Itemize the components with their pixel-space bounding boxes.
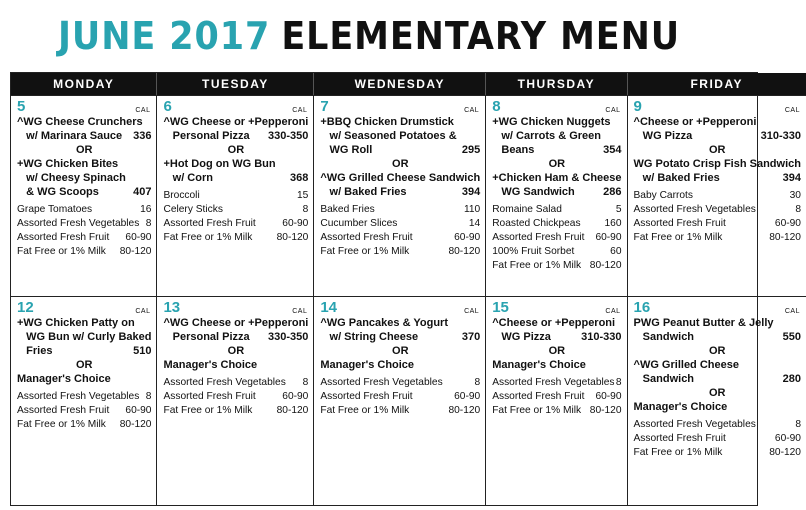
side-name: Fat Free or 1% Milk bbox=[17, 418, 106, 430]
or-separator: OR bbox=[392, 345, 409, 357]
entree-text: +WG Chicken Nuggets bbox=[492, 116, 611, 128]
side-items bbox=[634, 418, 801, 460]
entree-calories: 310-330 bbox=[581, 331, 622, 343]
managers-choice: Manager's Choice bbox=[492, 359, 586, 371]
entree-item bbox=[320, 171, 480, 199]
cal-label: CAL bbox=[605, 107, 621, 114]
side-name: 100% Fruit Sorbet bbox=[492, 245, 575, 257]
date-number: 8 bbox=[492, 98, 501, 115]
entree-calories: 286 bbox=[603, 186, 622, 198]
date-number: 15 bbox=[492, 299, 509, 316]
cal-label: CAL bbox=[605, 308, 621, 315]
side-name: Assorted Fresh Vegetables bbox=[492, 377, 615, 388]
side-calories: 14 bbox=[468, 217, 481, 229]
side-item bbox=[163, 203, 308, 217]
side-name: Fat Free or 1% Milk bbox=[492, 404, 582, 416]
side-item bbox=[320, 404, 480, 418]
side-calories: 8 bbox=[302, 377, 309, 388]
entree-line bbox=[17, 330, 151, 344]
side-item bbox=[17, 231, 151, 245]
entree-calories: 370 bbox=[461, 331, 481, 343]
side-name: Assorted Fresh Fruit bbox=[633, 432, 726, 444]
or-separator: OR bbox=[75, 144, 93, 156]
side-item bbox=[492, 390, 621, 404]
day-cell bbox=[156, 95, 313, 296]
managers-choice: Manager's Choice bbox=[163, 359, 258, 371]
cal-label: CAL bbox=[784, 107, 800, 114]
day-cell bbox=[627, 296, 806, 505]
entree-line bbox=[163, 171, 308, 185]
day-header: FRIDAY bbox=[627, 73, 806, 95]
side-calories: 8 bbox=[145, 217, 152, 229]
entree-text: +Chicken Ham & Cheese bbox=[492, 172, 622, 184]
entree-line bbox=[634, 115, 801, 129]
side-item bbox=[492, 404, 621, 418]
entree-line bbox=[320, 171, 480, 185]
entree-text: +Hot Dog on WG Bun bbox=[163, 158, 276, 170]
or-separator: OR bbox=[709, 387, 726, 399]
entree-calories: 394 bbox=[461, 186, 481, 198]
side-calories: 60-90 bbox=[282, 217, 309, 229]
side-calories: 80-120 bbox=[276, 404, 309, 416]
side-name: Assorted Fresh Fruit bbox=[163, 217, 256, 229]
date-number: 7 bbox=[320, 98, 329, 115]
side-item bbox=[320, 245, 480, 259]
side-item bbox=[492, 376, 621, 390]
entree-line bbox=[320, 143, 480, 157]
entree-text: +WG Chicken Patty on bbox=[17, 317, 135, 329]
managers-choice: Manager's Choice bbox=[633, 401, 728, 413]
side-name: Roasted Chickpeas bbox=[492, 217, 581, 229]
side-calories: 80-120 bbox=[119, 245, 152, 257]
side-item bbox=[320, 217, 480, 231]
entree-text: w/ Seasoned Potatoes & bbox=[320, 130, 457, 142]
side-calories: 8 bbox=[615, 377, 622, 388]
side-item bbox=[320, 231, 480, 245]
or-separator: OR bbox=[548, 345, 566, 357]
side-items bbox=[492, 376, 621, 418]
cal-label: CAL bbox=[464, 308, 480, 315]
date-number: 6 bbox=[163, 98, 172, 115]
side-name: Assorted Fresh Vegetables bbox=[633, 203, 756, 215]
side-name: Broccoli bbox=[163, 190, 200, 201]
side-name: Romaine Salad bbox=[492, 204, 562, 215]
side-item bbox=[492, 203, 621, 217]
entree-text: +BBQ Chicken Drumstick bbox=[320, 116, 454, 128]
side-name: Fat Free or 1% Milk bbox=[492, 259, 582, 271]
side-calories: 8 bbox=[795, 203, 801, 215]
side-calories: 8 bbox=[795, 419, 801, 430]
date-number: 13 bbox=[163, 299, 181, 316]
side-item bbox=[163, 189, 308, 203]
side-item bbox=[163, 404, 308, 418]
entree-line bbox=[320, 185, 480, 199]
side-items bbox=[634, 189, 801, 245]
entree-line bbox=[17, 115, 151, 129]
entree-text: ^WG Cheese or +Pepperoni bbox=[163, 317, 309, 329]
entree-text: ^WG Grilled Cheese bbox=[633, 359, 739, 371]
day-cell bbox=[156, 296, 313, 505]
entree-line bbox=[634, 358, 801, 372]
side-calories: 80-120 bbox=[448, 404, 481, 416]
day-cell bbox=[11, 296, 156, 505]
side-calories: 80-120 bbox=[448, 245, 481, 257]
side-calories: 80-120 bbox=[589, 259, 622, 271]
side-calories: 60-90 bbox=[595, 390, 622, 402]
side-name: Assorted Fresh Vegetables bbox=[17, 391, 140, 402]
side-item bbox=[492, 217, 621, 231]
entree-text: ^WG Cheese or +Pepperoni bbox=[163, 116, 309, 128]
side-items bbox=[320, 203, 480, 259]
side-calories: 60-90 bbox=[125, 231, 152, 243]
cal-label: CAL bbox=[292, 308, 308, 315]
entree-calories: 280 bbox=[782, 373, 801, 385]
side-name: Celery Sticks bbox=[163, 203, 223, 215]
date-number: 14 bbox=[320, 299, 338, 316]
cal-label: CAL bbox=[784, 308, 800, 315]
entree-text: w/ Cheesy Spinach bbox=[17, 172, 126, 184]
side-calories: 80-120 bbox=[769, 231, 801, 243]
entree-line bbox=[634, 372, 801, 386]
side-name: Assorted Fresh Vegetables bbox=[633, 419, 756, 430]
entree-text: PWG Peanut Butter & Jelly bbox=[633, 317, 774, 329]
entree-text: Beans bbox=[492, 144, 535, 156]
side-item bbox=[634, 189, 801, 203]
side-calories: 30 bbox=[789, 190, 801, 201]
side-name: Fat Free or 1% Milk bbox=[163, 404, 253, 416]
entree-text: Sandwich bbox=[633, 373, 695, 385]
or-separator: OR bbox=[709, 345, 726, 357]
entree-text: ^WG Pancakes & Yogurt bbox=[320, 317, 449, 329]
side-calories: 110 bbox=[463, 204, 481, 215]
side-item bbox=[634, 231, 801, 245]
managers-choice: Manager's Choice bbox=[320, 359, 415, 371]
entree-text: w/ Corn bbox=[163, 172, 213, 184]
day-cell bbox=[627, 95, 806, 296]
day-cell bbox=[485, 95, 626, 296]
menu-title bbox=[58, 14, 680, 64]
entree-line bbox=[634, 330, 801, 344]
entree-calories: 310-330 bbox=[760, 130, 801, 142]
side-item bbox=[17, 390, 151, 404]
entree-line bbox=[320, 115, 480, 129]
entree-line bbox=[320, 129, 480, 143]
entree-text: & WG Scoops bbox=[17, 186, 99, 198]
entree-line bbox=[163, 129, 308, 143]
side-name: Assorted Fresh Vegetables bbox=[17, 217, 140, 229]
side-items bbox=[492, 203, 621, 273]
entree-item bbox=[320, 115, 480, 157]
entree-calories: 394 bbox=[782, 172, 801, 184]
side-calories: 60-90 bbox=[454, 390, 481, 402]
day-cell bbox=[11, 95, 156, 296]
or-separator: OR bbox=[392, 158, 409, 170]
day-header: THURSDAY bbox=[485, 73, 626, 95]
side-name: Fat Free or 1% Milk bbox=[633, 231, 723, 243]
entree-line bbox=[492, 330, 621, 344]
or-separator: OR bbox=[709, 144, 726, 156]
or-separator: OR bbox=[227, 345, 245, 357]
side-name: Fat Free or 1% Milk bbox=[633, 446, 723, 458]
side-item bbox=[17, 245, 151, 259]
entree-calories: 368 bbox=[289, 172, 309, 184]
side-name: Assorted Fresh Fruit bbox=[492, 231, 585, 243]
side-name: Baby Carrots bbox=[633, 190, 693, 201]
day-header: TUESDAY bbox=[156, 73, 313, 95]
entree-line bbox=[17, 316, 151, 330]
day-cell bbox=[485, 296, 626, 505]
day-header: MONDAY bbox=[11, 73, 156, 95]
entree-text: Personal Pizza bbox=[163, 130, 250, 142]
side-item bbox=[320, 203, 480, 217]
entree-text: w/ Baked Fries bbox=[320, 186, 407, 198]
entree-text: w/ Baked Fries bbox=[633, 172, 720, 184]
side-item bbox=[492, 245, 621, 259]
entree-line bbox=[634, 129, 801, 143]
side-name: Fat Free or 1% Milk bbox=[163, 231, 253, 243]
side-item bbox=[163, 217, 308, 231]
entree-text: w/ Carrots & Green bbox=[492, 130, 602, 142]
side-items bbox=[163, 189, 308, 245]
side-name: Assorted Fresh Fruit bbox=[17, 404, 110, 416]
side-item bbox=[17, 217, 151, 231]
entree-line bbox=[163, 115, 308, 129]
side-calories: 80-120 bbox=[589, 404, 622, 416]
entree-item bbox=[492, 115, 621, 157]
or-separator: OR bbox=[75, 359, 93, 371]
entree-calories: 510 bbox=[133, 345, 152, 357]
entree-text: ^Cheese or +Pepperoni bbox=[492, 317, 616, 329]
entree-text: WG Pizza bbox=[492, 331, 551, 343]
cal-label: CAL bbox=[464, 107, 480, 114]
entree-item bbox=[634, 358, 801, 386]
side-name: Assorted Fresh Fruit bbox=[492, 390, 585, 402]
side-calories: 60-90 bbox=[595, 231, 622, 243]
side-item bbox=[163, 231, 308, 245]
side-name: Assorted Fresh Fruit bbox=[320, 390, 413, 402]
entree-line bbox=[492, 171, 621, 185]
cal-label: CAL bbox=[292, 107, 308, 114]
side-name: Assorted Fresh Fruit bbox=[320, 231, 413, 243]
date-number: 16 bbox=[633, 299, 651, 316]
entree-item bbox=[163, 157, 308, 185]
entree-text: ^WG Grilled Cheese Sandwich bbox=[320, 172, 481, 184]
or-separator: OR bbox=[548, 158, 566, 170]
side-name: Fat Free or 1% Milk bbox=[320, 245, 410, 257]
side-item bbox=[163, 390, 308, 404]
entree-item bbox=[320, 316, 480, 344]
entree-line bbox=[17, 129, 151, 143]
side-items bbox=[163, 376, 308, 418]
entree-line bbox=[492, 115, 621, 129]
entree-line bbox=[17, 157, 151, 171]
entree-item bbox=[17, 316, 151, 358]
side-calories: 15 bbox=[297, 190, 309, 201]
entree-item bbox=[634, 157, 801, 185]
entree-line bbox=[17, 171, 151, 185]
entree-calories: 336 bbox=[133, 130, 152, 142]
side-name: Fat Free or 1% Milk bbox=[17, 245, 106, 257]
entree-item bbox=[17, 157, 151, 199]
side-items bbox=[17, 390, 151, 432]
side-name: Assorted Fresh Fruit bbox=[17, 231, 110, 243]
entree-line bbox=[163, 330, 308, 344]
entree-text: w/ Marinara Sauce bbox=[17, 130, 123, 142]
side-item bbox=[17, 418, 151, 432]
side-name: Grape Tomatoes bbox=[17, 204, 93, 215]
entree-text: Sandwich bbox=[633, 331, 695, 343]
entree-calories: 354 bbox=[603, 144, 622, 156]
side-item bbox=[163, 376, 308, 390]
entree-calories: 407 bbox=[133, 186, 152, 198]
side-calories: 8 bbox=[145, 391, 152, 402]
entree-text: ^WG Cheese Crunchers bbox=[17, 116, 143, 128]
side-item bbox=[634, 432, 801, 446]
side-name: Baked Fries bbox=[320, 204, 375, 215]
managers-choice: Manager's Choice bbox=[17, 373, 111, 385]
side-calories: 60-90 bbox=[774, 432, 801, 444]
side-name: Assorted Fresh Vegetables bbox=[163, 377, 286, 388]
entree-line bbox=[163, 316, 308, 330]
side-item bbox=[320, 376, 480, 390]
side-calories: 80-120 bbox=[119, 418, 152, 430]
entree-line bbox=[634, 171, 801, 185]
side-item bbox=[320, 390, 480, 404]
entree-calories: 295 bbox=[461, 144, 481, 156]
entree-calories: 550 bbox=[782, 331, 801, 343]
side-calories: 8 bbox=[474, 377, 481, 388]
side-calories: 60-90 bbox=[125, 404, 152, 416]
side-name: Fat Free or 1% Milk bbox=[320, 404, 410, 416]
side-calories: 16 bbox=[140, 204, 152, 215]
side-item bbox=[634, 418, 801, 432]
menu-calendar bbox=[10, 72, 801, 506]
date-number: 12 bbox=[17, 299, 34, 316]
day-header: WEDNESDAY bbox=[313, 73, 485, 95]
entree-line bbox=[492, 143, 621, 157]
day-cell bbox=[313, 296, 485, 505]
side-calories: 8 bbox=[302, 203, 309, 215]
side-item bbox=[17, 404, 151, 418]
side-name: Assorted Fresh Vegetables bbox=[320, 377, 443, 388]
day-cell bbox=[313, 95, 485, 296]
entree-line bbox=[163, 157, 308, 171]
entree-item bbox=[492, 316, 621, 344]
side-name: Assorted Fresh Fruit bbox=[163, 390, 256, 402]
side-calories: 160 bbox=[604, 217, 622, 229]
side-items bbox=[17, 203, 151, 259]
side-items bbox=[320, 376, 480, 418]
entree-item bbox=[492, 171, 621, 199]
side-item bbox=[634, 217, 801, 231]
cal-label: CAL bbox=[135, 107, 151, 114]
entree-text: WG Roll bbox=[320, 144, 373, 156]
entree-text: ^Cheese or +Pepperoni bbox=[633, 116, 757, 128]
title-month: JUNE 2017 bbox=[58, 14, 271, 58]
title-heading: ELEMENTARY MENU bbox=[281, 14, 681, 58]
entree-line bbox=[492, 185, 621, 199]
side-item bbox=[492, 231, 621, 245]
side-calories: 5 bbox=[615, 204, 622, 215]
side-calories: 80-120 bbox=[276, 231, 309, 243]
entree-text: Fries bbox=[17, 345, 53, 357]
entree-item bbox=[634, 316, 801, 344]
side-calories: 60-90 bbox=[282, 390, 309, 402]
entree-line bbox=[634, 316, 801, 330]
entree-text: Personal Pizza bbox=[163, 331, 250, 343]
entree-text: WG Bun w/ Curly Baked bbox=[17, 331, 152, 343]
or-separator: OR bbox=[227, 144, 245, 156]
entree-line bbox=[492, 316, 621, 330]
entree-text: WG Sandwich bbox=[492, 186, 575, 198]
entree-calories: 330-350 bbox=[267, 331, 309, 343]
side-item bbox=[492, 259, 621, 273]
date-number: 9 bbox=[633, 98, 642, 115]
entree-item bbox=[163, 115, 308, 143]
entree-line bbox=[17, 185, 151, 199]
entree-line bbox=[320, 316, 480, 330]
side-item bbox=[17, 203, 151, 217]
entree-item bbox=[17, 115, 151, 143]
entree-line bbox=[492, 129, 621, 143]
entree-text: WG Potato Crisp Fish Sandwich bbox=[633, 158, 801, 170]
entree-text: WG Pizza bbox=[633, 130, 693, 142]
entree-item bbox=[634, 115, 801, 143]
entree-line bbox=[17, 344, 151, 358]
side-item bbox=[634, 203, 801, 217]
side-calories: 60-90 bbox=[774, 217, 801, 229]
entree-calories: 330-350 bbox=[267, 130, 309, 142]
entree-text: w/ String Cheese bbox=[320, 331, 419, 343]
side-item bbox=[634, 446, 801, 460]
side-calories: 80-120 bbox=[769, 446, 801, 458]
side-calories: 60 bbox=[610, 245, 622, 257]
side-name: Cucumber Slices bbox=[320, 217, 398, 229]
entree-text: +WG Chicken Bites bbox=[17, 158, 119, 170]
side-name: Assorted Fresh Fruit bbox=[633, 217, 726, 229]
side-calories: 60-90 bbox=[454, 231, 481, 243]
entree-line bbox=[320, 330, 480, 344]
date-number: 5 bbox=[17, 98, 26, 115]
entree-item bbox=[163, 316, 308, 344]
entree-line bbox=[634, 157, 801, 171]
cal-label: CAL bbox=[135, 308, 151, 315]
